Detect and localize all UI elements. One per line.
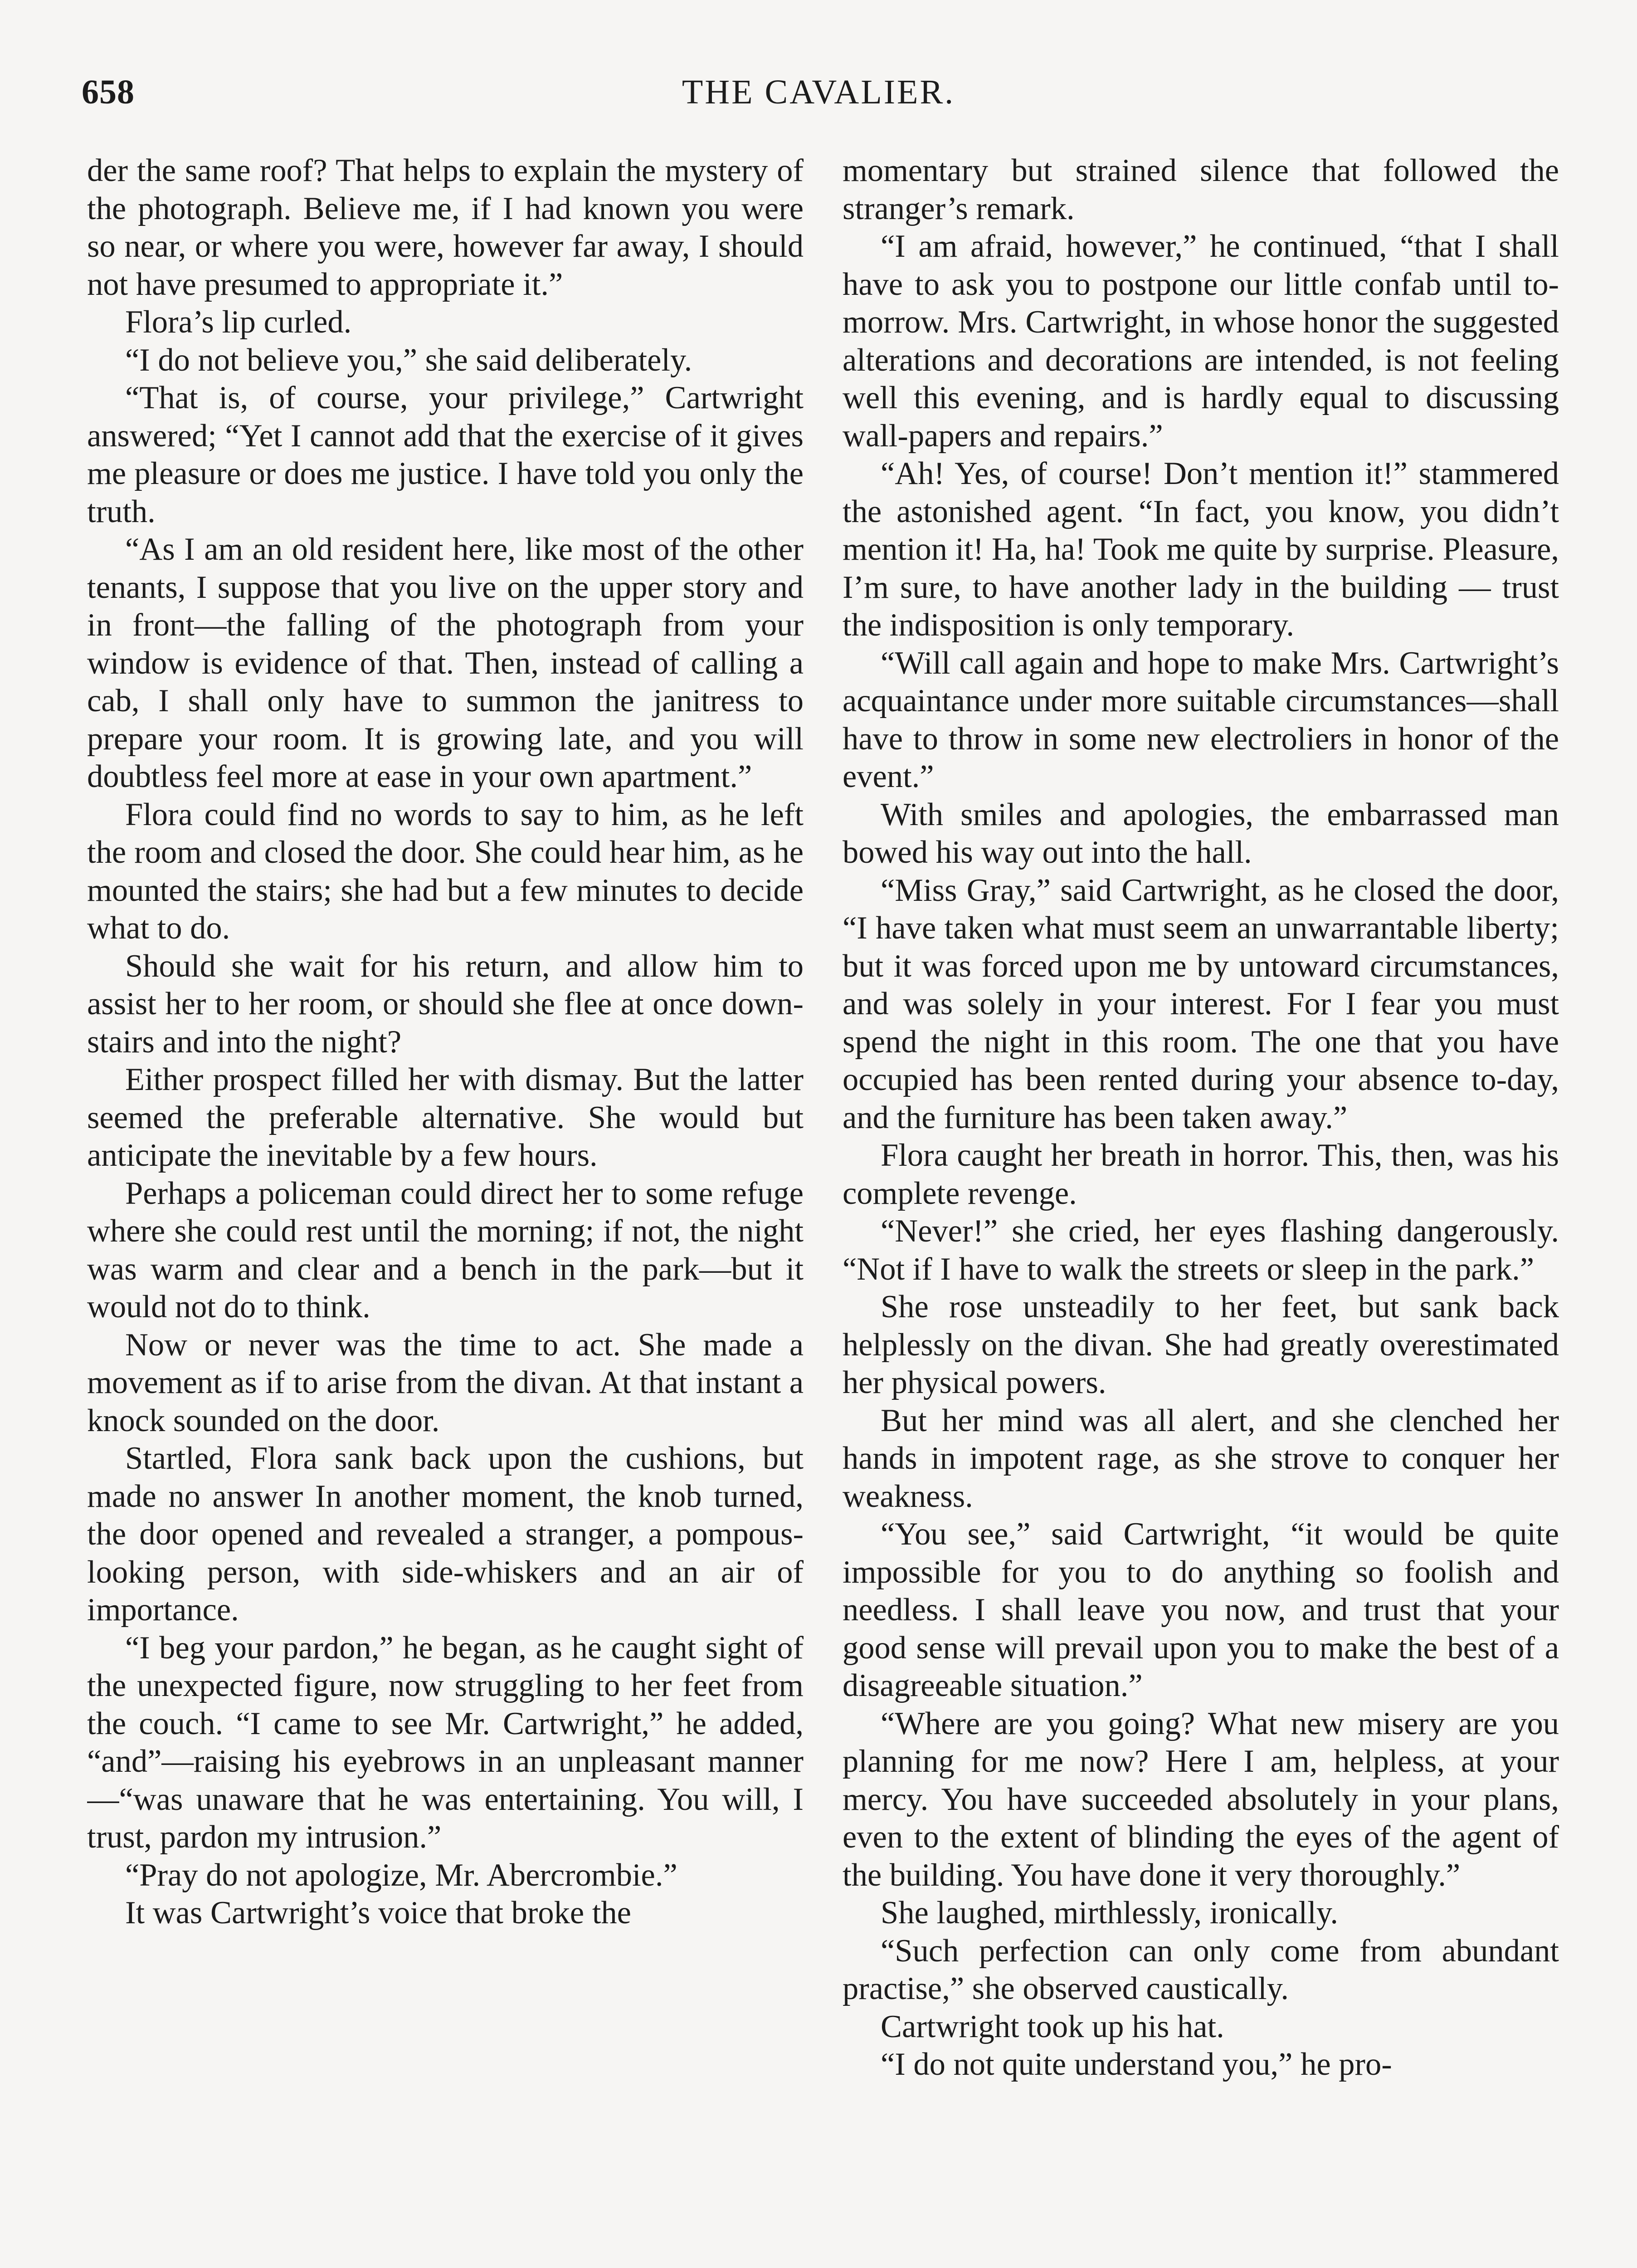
paragraph: “Will call again and hope to make Mrs. Cartwright’s acquaintance under more suitable circumstances—shall have to throw in some new electroliers in honor of the event.” [843, 645, 1559, 794]
left-text-column [87, 152, 804, 2268]
paragraph: “Such perfection can only come from abundant practise,” she observed caustically. [843, 1933, 1559, 2006]
running-title: THE CAVALIER. [682, 73, 955, 111]
paragraph: Flora could find no words to say to him, as he left the room and closed the door. She could hear him, as he mounted the stairs; she had but a few minutes to decide what to do. [87, 797, 804, 946]
paragraph: “I beg your pardon,” he began, as he caught sight of the unexpected figure, now struggling to her feet from the couch. “I came to see Mr. Cartwright,” he added, “and”—raising his eyebrows in an unpleasant manner—“was unaware that he was entertaining. You will, I trust, pardon my intrusion.” [87, 1630, 804, 1855]
paragraph: der the same roof? That helps to explain the mystery of the photograph. Believe me, if I had known you were so near, or where you were, however far away, I should not have presumed to appropriate it.” [87, 153, 804, 302]
paragraph: Flora’s lip curled. [125, 304, 352, 340]
paragraph: “Never!” she cried, her eyes flashing dangerously. “Not if I have to walk the streets or sleep in the park.” [843, 1213, 1559, 1287]
paragraph: “Pray do not apologize, Mr. Abercrombie.” [125, 1857, 677, 1893]
paragraph: “I do not believe you,” she said deliberately. [125, 342, 692, 378]
paragraph: Cartwright took up his hat. [881, 2009, 1224, 2044]
paragraph: “Miss Gray,” said Cartwright, as he closed the door, “I have taken what must seem an unwarrantable liberty; but it was forced upon me by untoward circumstances, and was solely in your interest. For I fear you must spend the night in this room. The one that you have occupied has been rented during your absence to-day, and the furniture has been taken away.” [843, 872, 1559, 1135]
paragraph: Startled, Flora sank back upon the cushions, but made no answer In another moment, the knob turned, the door opened and revealed a stranger, a pompous-looking person, with side-whiskers and an air of importance. [87, 1441, 804, 1628]
paragraph: With smiles and apologies, the embarrassed man bowed his way out into the hall. [843, 797, 1559, 870]
paragraph: She laughed, mirthlessly, ironically. [881, 1895, 1338, 1931]
paragraph: Should she wait for his return, and allow him to assist her to her room, or should she flee at once down-stairs and into the night? [87, 948, 804, 1060]
paragraph: momentary but strained silence that followed the stranger’s remark. [843, 153, 1559, 226]
paragraph: “You see,” said Cartwright, “it would be quite impossible for you to do anything so foolish and needless. I shall leave you now, and trust that your good sense will prevail upon you to make the best of a disagreeable situation.” [843, 1516, 1559, 1703]
paragraph: Either prospect filled her with dismay. But the latter seemed the preferable alternative. She would but anticipate the inevitable by a few hours. [87, 1062, 804, 1173]
paragraph: “That is, of course, your privilege,” Cartwright answered; “Yet I cannot add that the exercise of it gives me pleasure or does me justice. I have told you only the truth. [87, 380, 804, 529]
paragraph: Now or never was the time to act. She made a movement as if to arise from the divan. At that instant a knock sounded on the door. [87, 1327, 804, 1438]
page-header [82, 64, 1555, 127]
page-number: 658 [82, 73, 135, 111]
paragraph: “As I am an old resident here, like most of the other tenants, I suppose that you live on the upper story and in front—the falling of the photograph from your window is evidence of that. Then, instead of calling a cab, I shall only have to summon the janitress to prepare your room. It is growing late, and you will doubtless feel more at ease in your own apartment.” [87, 532, 804, 794]
paragraph: But her mind was all alert, and she clenched her hands in impotent rage, as she strove to conquer her weakness. [843, 1403, 1559, 1514]
paragraph: “Ah! Yes, of course! Don’t mention it!” stammered the astonished agent. “In fact, you know, you didn’t mention it! Ha, ha! Took me quite by surprise. Pleasure, I’m sure, to have another lady in the building — trust the indisposition is only temporary. [843, 456, 1559, 643]
paragraph: “I am afraid, however,” he continued, “that I shall have to ask you to postpone our little confab until to-morrow. Mrs. Cartwright, in whose honor the suggested alterations and decorations are intended, is not feeling well this evening, and is hardly equal to discussing wall-papers and repairs.” [843, 229, 1559, 454]
paragraph: Flora caught her breath in horror. This, then, was his complete revenge. [843, 1138, 1559, 1211]
paragraph: “I do not quite understand you,” he pro- [881, 2047, 1392, 2082]
paragraph: Perhaps a policeman could direct her to some refuge where she could rest until the morning; if not, the night was warm and clear and a bench in the park—but it would not do to think. [87, 1175, 804, 1325]
paragraph: “Where are you going? What new misery are you planning for me now? Here I am, helpless, at your mercy. You have succeeded absolutely in your plans, even to the extent of blinding the eyes of the agent of the building. You have done it very thoroughly.” [843, 1706, 1559, 1893]
paragraph: It was Cartwright’s voice that broke the [125, 1895, 631, 1931]
right-text-column [843, 152, 1559, 2268]
paragraph: She rose unsteadily to her feet, but sank back helplessly on the divan. She had greatly overestimated her physical powers. [843, 1289, 1559, 1400]
